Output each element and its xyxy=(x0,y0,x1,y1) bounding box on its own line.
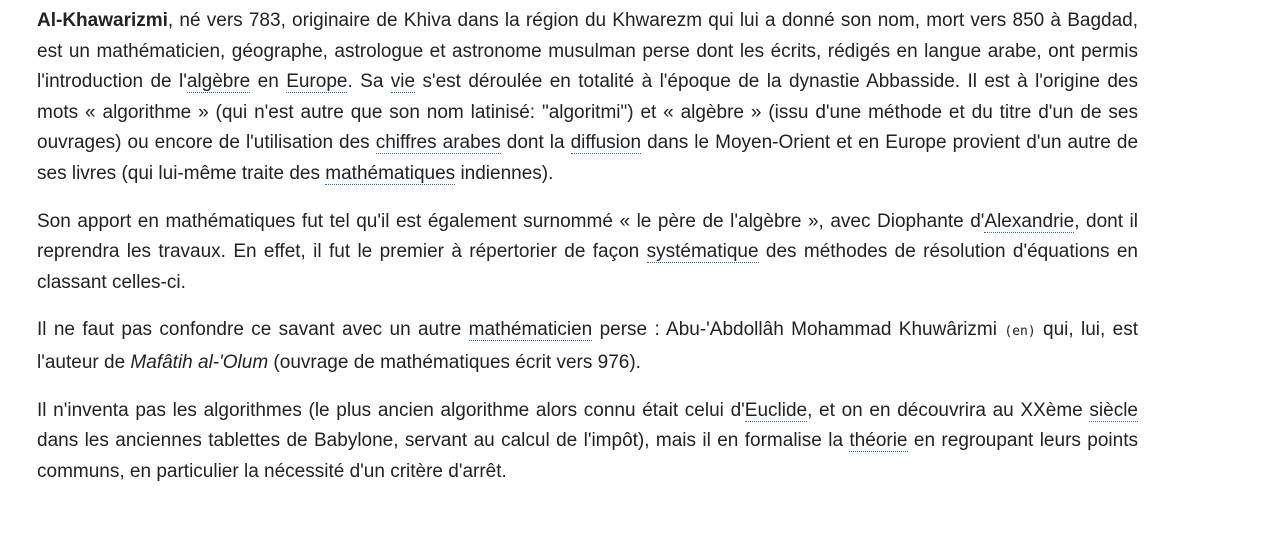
paragraph-text: des méthodes de résolution d'équations en classant celles-ci. xyxy=(37,241,1138,293)
work-title: Mafâtih al-'Olum xyxy=(130,351,269,373)
paragraph-text: s'est déroulée en totalité à l'époque de la dynastie Abbasside. Il est à l'origine des mots « algorithme » (qui n'est autre que son nom latinisé: "algoritmi") et « algèbre » (issu d'une méthode et du titre d'un de ses ouvrages) ou encore de l'utilisation des xyxy=(37,71,1138,154)
paragraph-text: Il n'inventa pas les algorithmes (le plus ancien algorithme alors connu était celui d' xyxy=(37,399,745,421)
link-algebre[interactable]: algèbre xyxy=(186,71,251,93)
article-subject: Al-Khawarizmi xyxy=(37,10,168,31)
paragraph-intro xyxy=(37,6,1138,190)
paragraph-text: en xyxy=(250,71,287,93)
paragraph-text: Son apport en mathématiques fut tel qu'il est également surnommé « le père de l'algèbre », avec Diophante d' xyxy=(37,210,985,232)
paragraph-text: , né vers 783, originaire de Khiva dans la région du Khwarezm qui lui a donné son nom, mort vers 850 à Bagdad, est un mathématicien, géographe, astrologue et astronome musulman perse dont les écrits, rédigés en langue arabe, ont permis l'introduction de l' xyxy=(37,10,1138,93)
paragraph-text: en regroupant leurs points communs, en particulier la nécessité d'un critère d'arrêt. xyxy=(37,430,1138,482)
paragraph-text: (ouvrage de mathématiques écrit vers 976). xyxy=(268,351,641,373)
paragraph-text: dont la xyxy=(500,132,571,154)
paragraph-text: , et on en découvrira au XXème xyxy=(807,399,1090,421)
paragraph-text: dans les anciennes tablettes de Babylone, servant au calcul de l'impôt), mais il en formalise la xyxy=(37,430,850,452)
paragraph-text: , dont il reprendra les travaux. En effet, il fut le premier à répertorier de façon xyxy=(37,210,1138,263)
paragraph-text: qui, lui, est l'auteur de xyxy=(37,319,1138,373)
link-chiffres-arabes[interactable]: chiffres arabes xyxy=(375,132,501,154)
paragraph-confusion xyxy=(37,315,1138,378)
paragraph-algorithmes xyxy=(37,396,1138,488)
link-mathematicien[interactable]: mathématicien xyxy=(468,319,593,341)
article-body xyxy=(37,6,1138,504)
paragraph-apport xyxy=(37,207,1138,299)
language-link-en[interactable]: (en) xyxy=(1004,324,1036,340)
paragraph-text: . Sa xyxy=(347,71,391,93)
paragraph-text: dans le Moyen-Orient et en Europe provient d'un autre de ses livres (qui lui-même traite des xyxy=(37,132,1139,184)
link-siecle[interactable]: siècle xyxy=(1089,399,1138,421)
link-alexandrie[interactable]: Alexandrie xyxy=(984,210,1075,232)
link-mathematiques[interactable]: mathématiques xyxy=(325,162,456,184)
paragraph-text: indiennes). xyxy=(455,162,554,184)
link-systematique[interactable]: systématique xyxy=(646,241,759,263)
link-theorie[interactable]: théorie xyxy=(849,430,908,452)
paragraph-text: Il ne faut pas confondre ce savant avec un autre xyxy=(37,319,469,341)
paragraph-text: perse : Abu-'Abdollâh Mohammad Khuwârizmi xyxy=(592,319,1005,341)
link-euclide[interactable]: Euclide xyxy=(744,399,808,421)
link-vie[interactable]: vie xyxy=(390,71,416,93)
link-europe[interactable]: Europe xyxy=(286,71,348,93)
link-diffusion[interactable]: diffusion xyxy=(570,132,642,154)
